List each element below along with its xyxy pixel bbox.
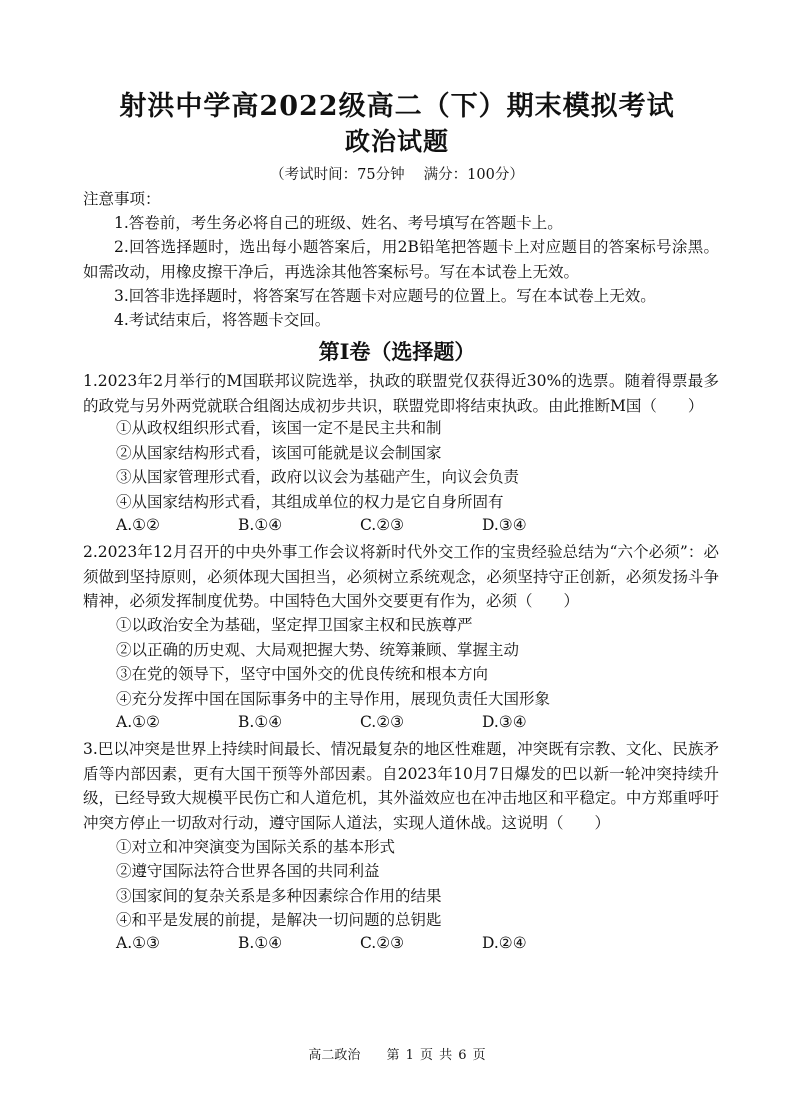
- question-1-item-2: ②从国家结构形式看，该国可能就是议会制国家: [116, 444, 442, 462]
- question-2-item-4: ④充分发挥中国在国际事务中的主导作用，展现负责任大国形象: [116, 690, 551, 708]
- question-1-item-4: ④从国家结构形式看，其组成单位的权力是它自身所固有: [116, 493, 504, 511]
- question-3-item-2: ②遵守国际法符合世界各国的共同利益: [116, 862, 380, 880]
- question-3-item-3: ③国家间的复杂关系是多种因素综合作用的结果: [116, 887, 442, 905]
- question-1-choices: [116, 516, 604, 534]
- choice-a: A.①②: [116, 713, 160, 731]
- exam-title: 射洪中学高2022级高二（下）期末模拟考试: [119, 91, 675, 122]
- question-2-item-2: ②以正确的历史观、大局观把握大势、统筹兼顾、掌握主动: [116, 641, 520, 659]
- page-footer: [0, 1044, 794, 1063]
- notice-item-4: 4.考试结束后，将答题卡交回。: [114, 311, 331, 329]
- choice-b: B.①④: [238, 516, 283, 534]
- question-2-choices: [116, 713, 604, 731]
- notice-item-2: 2.回答选择题时，选出每小题答案后，用2B铅笔把答题卡上对应题目的答案标号涂黑。如需改动，用橡皮擦干净后，再选涂其他答案标号。写在本试卷上无效。: [83, 238, 719, 281]
- exam-subtitle: 政治试题: [344, 127, 449, 156]
- notice-heading: 注意事项：: [83, 190, 161, 208]
- question-1-stem: 1.2023年2月举行的M国联邦议院选举，执政的联盟党仅获得近30%的选票。随着得票最多的政党与另外两党就联合组阁达成初步共识，联盟党即将结束执政。由此推断M国（ ）: [83, 372, 719, 415]
- choice-c: C.②③: [360, 516, 405, 534]
- question-3-item-4: ④和平是发展的前提，是解决一切问题的总钥匙: [116, 911, 442, 929]
- choice-a: A.①③: [116, 934, 160, 952]
- question-2-stem: 2.2023年12月召开的中央外事工作会议将新时代外交工作的宝贵经验总结为“六个必须”：必须做到坚持原则，必须体现大国担当，必须树立系统观念，必须坚持守正创新，必须发扬斗争精神，必须发挥制度优势。中国特色大国外交要更有作为，必须（ ）: [83, 543, 719, 610]
- choice-b: B.①④: [238, 713, 283, 731]
- footer-page-number: 第 1 页 共 6 页: [386, 1048, 486, 1063]
- exam-info: （考试时间：75分钟 满分：100分）: [270, 167, 524, 183]
- choice-a: A.①②: [116, 516, 160, 534]
- choice-d: D.③④: [482, 713, 527, 731]
- question-2-item-1: ①以政治安全为基础，坚定捍卫国家主权和民族尊严: [116, 616, 473, 634]
- choice-c: C.②③: [360, 713, 405, 731]
- question-3-stem: 3.巴以冲突是世界上持续时间最长、情况最复杂的地区性难题，冲突既有宗教、文化、民族矛盾等内部因素，更有大国干预等外部因素。自2023年10月7日爆发的巴以新一轮冲突持续升级，已经导致大规模平民伤亡和人道危机，其外溢效应也在冲击地区和平稳定。中方郑重呼吁冲突方停止一切敌对行动，遵守国际人道法，实现人道休战。这说明（ ）: [83, 740, 719, 832]
- choice-d: D.②④: [482, 934, 527, 952]
- question-3-item-1: ①对立和冲突演变为国际关系的基本形式: [116, 838, 396, 856]
- question-3-choices: [116, 934, 604, 952]
- question-1-item-1: ①从政权组织形式看，该国一定不是民主共和制: [116, 419, 442, 437]
- notice-item-1: 1.答卷前，考生务必将自己的班级、姓名、考号填写在答题卡上。: [114, 214, 563, 232]
- section-title: 第I卷（选择题）: [318, 339, 476, 364]
- question-1-item-3: ③从国家管理形式看，政府以议会为基础产生，向议会负责: [116, 468, 520, 486]
- footer-subject: 高二政治: [308, 1048, 361, 1063]
- notice-item-3: 3.回答非选择题时，将答案写在答题卡对应题号的位置上。写在本试卷上无效。: [114, 287, 656, 305]
- choice-c: C.②③: [360, 934, 405, 952]
- choice-d: D.③④: [482, 516, 527, 534]
- question-2-item-3: ③在党的领导下，坚守中国外交的优良传统和根本方向: [116, 665, 489, 683]
- choice-b: B.①④: [238, 934, 283, 952]
